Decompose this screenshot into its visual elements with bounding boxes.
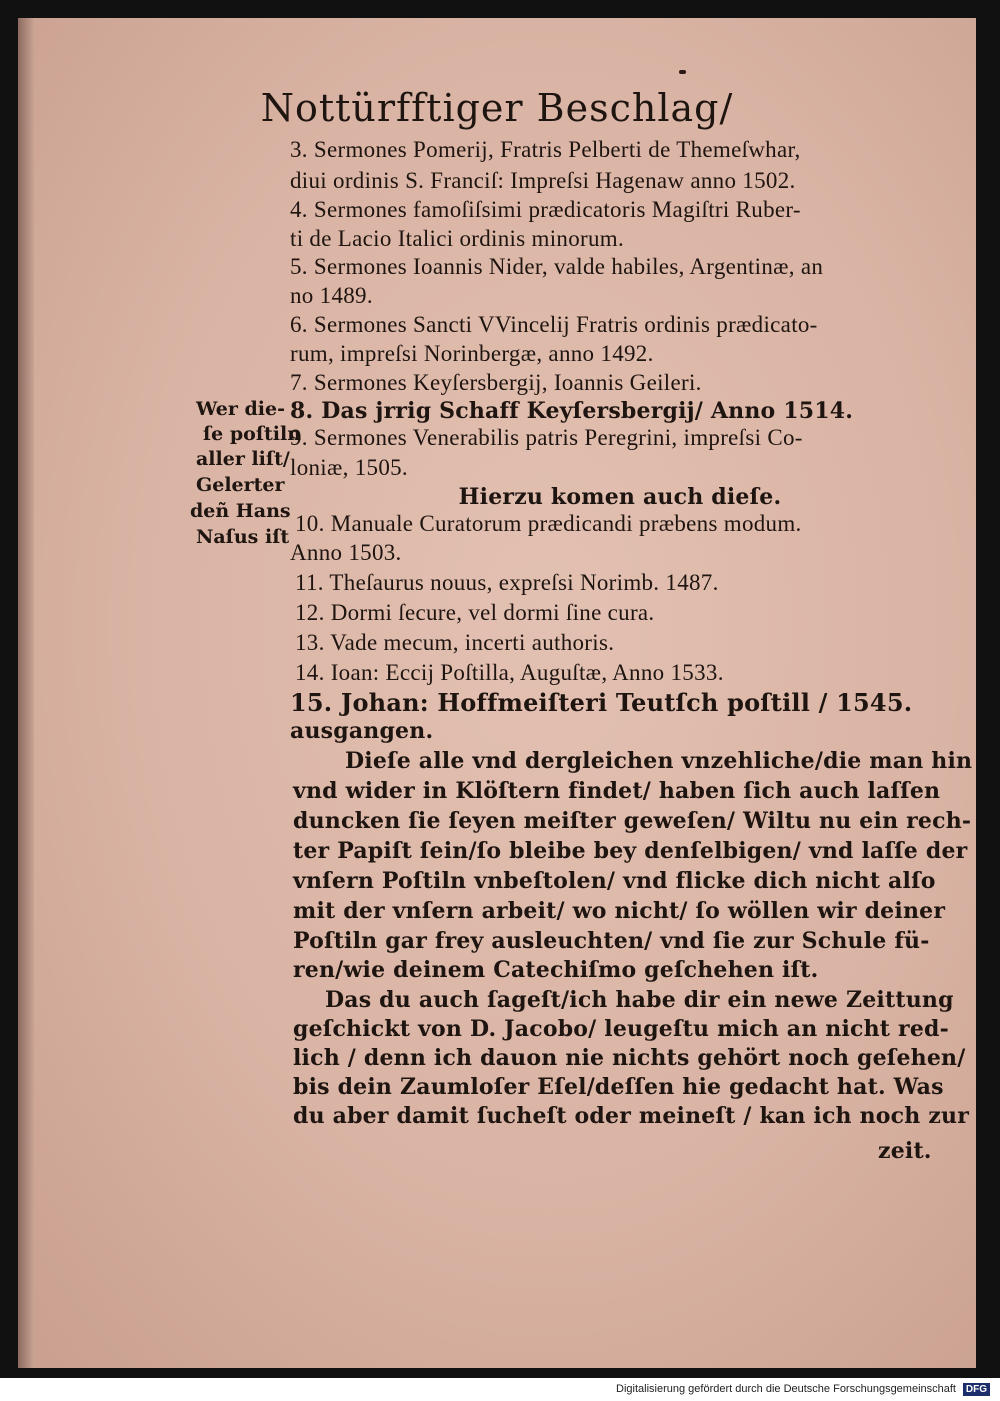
text-line: du aber damit ſucheſt oder meineſt / kan ich noch zur bbox=[293, 1103, 970, 1129]
text-line: 11. Theſaurus nouus, expreſsi Norimb. 1487. bbox=[295, 570, 719, 595]
text-line: Anno 1503. bbox=[290, 540, 402, 565]
ink-mark bbox=[679, 70, 686, 74]
text-line: vnd wider in Klöſtern findet/ haben ſich auch laſſen bbox=[293, 778, 941, 804]
text-line: 7. Sermones Keyſersbergij, Ioannis Geileri. bbox=[290, 370, 702, 395]
text-line: vnſern Poſtiln vnbeſtolen/ vnd flicke dich nicht alſo bbox=[293, 868, 936, 894]
text-line: 12. Dormi ſecure, vel dormi ſine cura. bbox=[295, 600, 655, 625]
text-line: duncken ſie ſeyen meiſter geweſen/ Wiltu nu ein rech- bbox=[293, 808, 972, 834]
text-line: Poſtiln gar frey ausleuchten/ vnd ſie zur Schule fü- bbox=[293, 928, 930, 954]
text-line: 10. Manuale Curatorum prædicandi præbens modum. bbox=[295, 511, 802, 536]
dfg-logo-icon: DFG bbox=[963, 1383, 990, 1396]
text-line: bis dein Zaumloſer Eſel/deſſen hie gedacht hat. Was bbox=[293, 1074, 944, 1100]
text-line: loniæ, 1505. bbox=[290, 455, 408, 480]
text-line: ren/wie deinem Catechiſmo geſchehen iſt. bbox=[293, 957, 819, 983]
text-line: 13. Vade mecum, incerti authoris. bbox=[295, 630, 615, 655]
page-header: Nottürfftiger Beschlag/ bbox=[260, 86, 734, 130]
text-line: diui ordinis S. Franciſ: Impreſsi Hagenaw anno 1502. bbox=[290, 168, 796, 193]
text-line: Das du auch ſageſt/ich habe dir ein newe Zeittung bbox=[325, 987, 954, 1013]
text-line: ti de Lacio Italici ordinis minorum. bbox=[290, 226, 625, 251]
text-line: 4. Sermones famoſiſsimi prædicatoris Magiſtri Ruber- bbox=[290, 197, 801, 222]
page-spine-shadow bbox=[18, 18, 34, 1368]
text-line: 15. Johan: Hoffmeiſteri Teutſch poſtill / 1545. bbox=[290, 688, 913, 717]
margin-note-line: aller liſt/ bbox=[196, 448, 290, 470]
footer-bar bbox=[0, 1378, 1000, 1401]
text-line: rum, impreſsi Norinbergæ, anno 1492. bbox=[290, 341, 654, 366]
text-line: 9. Sermones Venerabilis patris Peregrini, impreſsi Co- bbox=[290, 425, 803, 450]
section-heading: Hierzu komen auch dieſe. bbox=[458, 484, 782, 510]
text-line: geſchickt von D. Jacobo/ leugeſtu mich an nicht red- bbox=[293, 1016, 949, 1042]
catchword: zeit. bbox=[878, 1138, 932, 1164]
text-line: Dieſe alle vnd dergleichen vnzehliche/die man hin bbox=[345, 748, 973, 774]
text-line: 6. Sermones Sancti VVincelij Fratris ordinis prædicato- bbox=[290, 312, 818, 337]
margin-note-line: Wer die- bbox=[196, 398, 285, 420]
margin-note-line: deñ Hans bbox=[190, 500, 291, 522]
text-line: 8. Das jrrig Schaff Keyſersbergij/ Anno 1514. bbox=[290, 398, 854, 424]
margin-note-line: Naſus iſt bbox=[196, 526, 290, 548]
funding-credit: Digitalisierung gefördert durch die Deutsche Forschungsgemeinschaft bbox=[616, 1383, 956, 1395]
text-line: 14. Ioan: Eccij Poſtilla, Auguſtæ, Anno 1533. bbox=[295, 660, 724, 685]
text-line: 3. Sermones Pomerij, Fratris Pelberti de Themeſwhar, bbox=[290, 137, 801, 162]
text-line: mit der vnſern arbeit/ wo nicht/ ſo wöllen wir deiner bbox=[293, 898, 946, 924]
text-line: no 1489. bbox=[290, 283, 373, 308]
margin-note-line: Gelerter bbox=[196, 474, 285, 496]
text-line: lich / denn ich dauon nie nichts gehört noch geſehen/ bbox=[293, 1045, 966, 1071]
text-line: ter Papiſt ſein/ſo bleibe bey denſelbigen/ vnd laſſe der bbox=[293, 838, 968, 864]
text-line: 5. Sermones Ioannis Nider, valde habiles, Argentinæ, an bbox=[290, 254, 824, 279]
text-line: ausgangen. bbox=[290, 718, 434, 744]
margin-note-line: ſe poſtiln bbox=[203, 423, 302, 445]
